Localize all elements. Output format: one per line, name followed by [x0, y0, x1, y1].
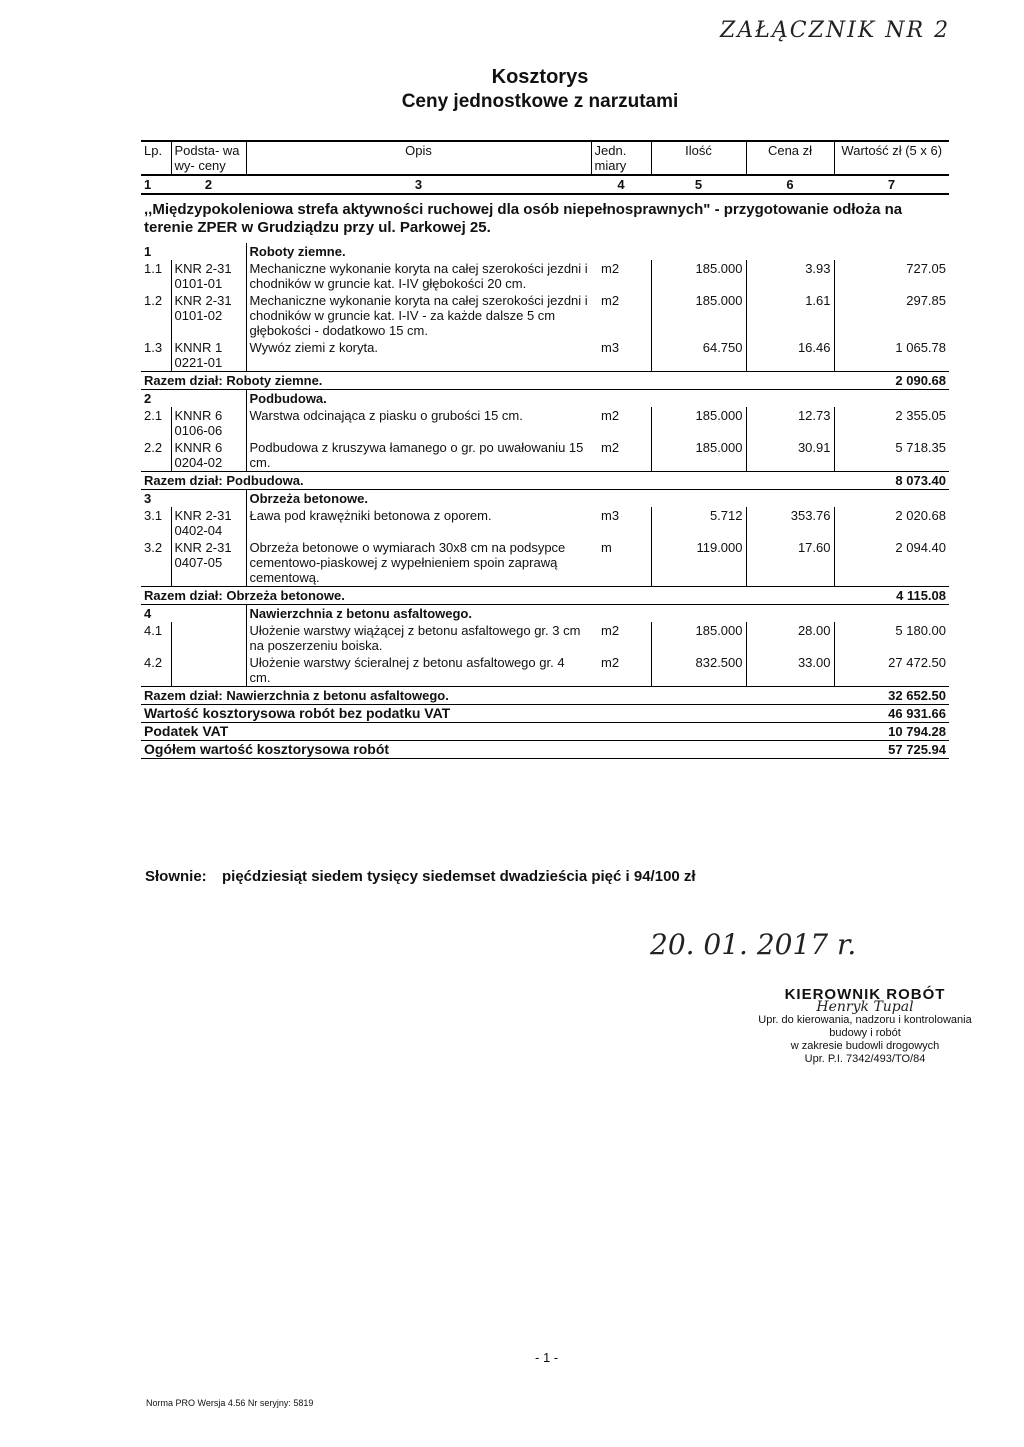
document-title: Kosztorys: [491, 66, 589, 88]
item-cena: 17.60: [746, 539, 834, 587]
section-spacer: [171, 605, 246, 623]
item-opis: Warstwa odcinająca z piasku o grubości 15 cm.: [246, 407, 591, 439]
section-total-value: 4 115.08: [834, 587, 949, 605]
summary-label: Ogółem wartość kosztorysowa robót: [141, 741, 834, 759]
stamp-line-5: Upr. P.I. 7342/493/TO/84: [804, 1053, 926, 1065]
item-ilosc: 64.750: [651, 339, 746, 372]
item-lp: 1.3: [144, 340, 163, 355]
item-cena: 28.00: [746, 622, 834, 654]
cost-table: [141, 140, 949, 759]
summary-value: 10 794.28: [834, 723, 949, 741]
item-jedn: m2: [601, 623, 620, 638]
item-ilosc: 185.000: [651, 407, 746, 439]
summary-label: Wartość kosztorysowa robót bez podatku VAT: [141, 705, 834, 723]
section-row: [141, 243, 949, 260]
item-wartosc: 1 065.78: [834, 339, 949, 372]
header-podstawa: Podsta- wa wy- ceny: [171, 141, 246, 175]
handwritten-annotation: ZAŁĄCZNIK NR 2: [720, 18, 951, 43]
section-total-label: Razem dział: Nawierzchnia z betonu asfaltowego.: [141, 687, 834, 705]
item-lp: 4.1: [144, 623, 163, 638]
stamp: [755, 988, 975, 1066]
header-cena: Cena zł: [746, 141, 834, 175]
slownie-value: pięćdziesiąt siedem tysięcy siedemset dwadzieścia pięć i 94/100 zł: [222, 868, 696, 885]
item-cena: 16.46: [746, 339, 834, 372]
section-total-label: Razem dział: Podbudowa.: [141, 472, 834, 490]
section-spacer: [171, 390, 246, 408]
footer-software: Norma PRO Wersja 4.56 Nr seryjny: 5819: [146, 1398, 314, 1408]
header-wartosc: Wartość zł (5 x 6): [841, 143, 943, 158]
colnum-4: 4: [591, 175, 651, 194]
colnum-6: 6: [746, 175, 834, 194]
item-opis: Obrzeża betonowe o wymiarach 30x8 cm na podsypce cementowo-piaskowej z wypełnieniem spoin zaprawą cementową.: [246, 539, 591, 587]
item-podstawa: [171, 622, 246, 654]
section-name: Roboty ziemne.: [246, 243, 949, 260]
item-ilosc: 185.000: [651, 439, 746, 472]
section-total-label: Razem dział: Roboty ziemne.: [141, 372, 834, 390]
section-lp: 3: [144, 491, 152, 506]
item-opis: Ułożenie warstwy ścieralnej z betonu asfaltowego gr. 4 cm.: [246, 654, 591, 687]
header-ilosc: Ilość: [651, 141, 746, 175]
item-jedn: m2: [601, 655, 620, 670]
section-name: Podbudowa.: [246, 390, 949, 408]
section-total-label: Razem dział: Obrzeża betonowe.: [141, 587, 834, 605]
colnum-1: 1: [141, 175, 171, 194]
summary-value: 57 725.94: [834, 741, 949, 759]
item-wartosc: 5 180.00: [834, 622, 949, 654]
stamp-line-3: Upr. do kierowania, nadzoru i kontrolowania budowy i robót: [758, 1014, 972, 1039]
header-jedn: Jedn. miary: [591, 141, 651, 175]
section-name: Nawierzchnia z betonu asfaltowego.: [246, 605, 949, 623]
section-total-value: 2 090.68: [834, 372, 949, 390]
summary-row: [141, 705, 949, 723]
item-cena: 3.93: [746, 260, 834, 292]
table-row: [141, 407, 949, 439]
section-lp: 2: [144, 391, 152, 406]
table-row: [141, 654, 949, 687]
colnum-7: 7: [834, 175, 949, 194]
item-ilosc: 5.712: [651, 507, 746, 539]
document-subtitle: Ceny jednostkowe z narzutami: [401, 91, 679, 112]
table-row: [141, 539, 949, 587]
item-ilosc: 185.000: [651, 260, 746, 292]
item-lp: 3.2: [144, 540, 163, 555]
summary-row: [141, 741, 949, 759]
item-podstawa: KNR 2-31 0101-01: [171, 260, 246, 292]
slownie-label: Słownie:: [145, 868, 207, 885]
section-lp: 1: [144, 244, 152, 259]
item-lp: 2.2: [144, 440, 163, 455]
item-jedn: m3: [601, 508, 620, 523]
item-opis: Ława pod krawężniki betonowa z oporem.: [246, 507, 591, 539]
item-lp: 2.1: [144, 408, 163, 423]
item-podstawa: KNR 2-31 0101-02: [171, 292, 246, 339]
section-lp: 4: [144, 606, 152, 621]
summary-row: [141, 723, 949, 741]
column-numbers-row: [141, 175, 949, 194]
item-opis: Wywóz ziemi z koryta.: [246, 339, 591, 372]
colnum-5: 5: [651, 175, 746, 194]
item-wartosc: 27 472.50: [834, 654, 949, 687]
item-podstawa: KNNR 1 0221-01: [171, 339, 246, 372]
item-opis: Mechaniczne wykonanie koryta na całej szerokości jezdni i chodników w gruncie kat. I-IV - za każde dalsze 5 cm głębokości - dodatkowo 15 cm.: [246, 292, 591, 339]
item-podstawa: [171, 654, 246, 687]
section-spacer: [171, 490, 246, 508]
section-row: [141, 490, 949, 508]
section-total-row: [141, 372, 949, 390]
section-name: Obrzeża betonowe.: [246, 490, 949, 508]
item-wartosc: 2 020.68: [834, 507, 949, 539]
stamp-line-2: Henryk Tupal: [816, 999, 914, 1015]
table-row: [141, 260, 949, 292]
handwritten-date: 20. 01. 2017 r.: [650, 928, 857, 961]
item-opis: Ułożenie warstwy wiążącej z betonu asfaltowego gr. 3 cm na poszerzeniu boiska.: [246, 622, 591, 654]
section-spacer: [171, 243, 246, 260]
colnum-2: 2: [171, 175, 246, 194]
summary-label: Podatek VAT: [141, 723, 834, 741]
item-wartosc: 727.05: [834, 260, 949, 292]
table-row: [141, 292, 949, 339]
item-wartosc: 297.85: [834, 292, 949, 339]
table-row: [141, 439, 949, 472]
stamp-line-4: w zakresie budowli drogowych: [790, 1040, 940, 1052]
item-jedn: m2: [601, 408, 620, 423]
section-total-value: 8 073.40: [834, 472, 949, 490]
item-ilosc: 185.000: [651, 622, 746, 654]
item-opis: Podbudowa z kruszywa łamanego o gr. po uwałowaniu 15 cm.: [246, 439, 591, 472]
item-lp: 1.2: [144, 293, 163, 308]
item-cena: 1.61: [746, 292, 834, 339]
table-row: [141, 507, 949, 539]
section-total-row: [141, 587, 949, 605]
section-row: [141, 390, 949, 408]
section-total-row: [141, 687, 949, 705]
item-podstawa: KNR 2-31 0407-05: [171, 539, 246, 587]
item-cena: 30.91: [746, 439, 834, 472]
project-title-row: [141, 194, 949, 243]
item-podstawa: KNNR 6 0204-02: [171, 439, 246, 472]
item-lp: 3.1: [144, 508, 163, 523]
item-podstawa: KNNR 6 0106-06: [171, 407, 246, 439]
section-row: [141, 605, 949, 623]
item-jedn: m3: [601, 340, 620, 355]
section-total-value: 32 652.50: [834, 687, 949, 705]
item-jedn: m2: [601, 440, 620, 455]
item-wartosc: 2 355.05: [834, 407, 949, 439]
page-number: - 1 -: [535, 1350, 559, 1365]
header-lp: Lp.: [141, 141, 171, 175]
table-row: [141, 622, 949, 654]
section-total-row: [141, 472, 949, 490]
item-opis: Mechaniczne wykonanie koryta na całej szerokości jezdni i chodników w gruncie kat. I-IV głębokości 20 cm.: [246, 260, 591, 292]
item-jedn: m2: [601, 261, 620, 276]
colnum-3: 3: [246, 175, 591, 194]
table-header: [141, 141, 949, 175]
project-title: ,,Międzypokoleniowa strefa aktywności ruchowej dla osób niepełnosprawnych" - przygotowanie odłoża na terenie ZPER w Grudziądzu przy ul. Parkowej 25.: [144, 201, 903, 236]
item-wartosc: 2 094.40: [834, 539, 949, 587]
item-ilosc: 832.500: [651, 654, 746, 687]
item-cena: 353.76: [746, 507, 834, 539]
header-opis: Opis: [246, 141, 591, 175]
item-cena: 33.00: [746, 654, 834, 687]
item-ilosc: 185.000: [651, 292, 746, 339]
item-jedn: m: [601, 540, 612, 555]
item-ilosc: 119.000: [651, 539, 746, 587]
item-podstawa: KNR 2-31 0402-04: [171, 507, 246, 539]
item-cena: 12.73: [746, 407, 834, 439]
item-lp: 4.2: [144, 655, 163, 670]
item-lp: 1.1: [144, 261, 163, 276]
stamp-line-1: KIEROWNIK ROBÓT: [784, 986, 946, 1003]
summary-value: 46 931.66: [834, 705, 949, 723]
table-row: [141, 339, 949, 372]
item-wartosc: 5 718.35: [834, 439, 949, 472]
item-jedn: m2: [601, 293, 620, 308]
